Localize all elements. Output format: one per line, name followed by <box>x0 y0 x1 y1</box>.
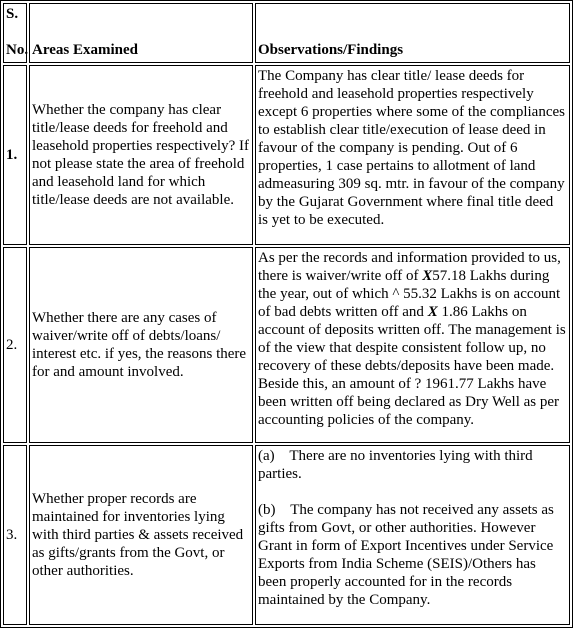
observation-a: (a) There are no inventories lying with third parties. <box>258 448 537 482</box>
observation-part: 57.18 Lakhs during the year, out of which ^ 55.32 Lakhs is on account of bad debts written off and <box>258 268 561 320</box>
row-number: 2. <box>3 247 27 443</box>
area-examined: Whether proper records are maintained for inventories lying with third parties & assets received as gifts/grants from the Govt, or other authorities. <box>29 445 253 625</box>
header-observations: Observations/Findings <box>255 3 570 63</box>
observation-part: As per the records and information provided to us, there is waiver/write off of <box>258 250 561 284</box>
observation <box>255 247 570 443</box>
currency-symbol: X <box>422 268 433 284</box>
observation <box>255 445 570 625</box>
header-sno-line1: S. <box>6 6 19 22</box>
table-row <box>3 65 570 245</box>
table-row <box>3 247 570 443</box>
header-sno <box>3 3 27 63</box>
observation: The Company has clear title/ lease deeds for freehold and leasehold properties respectively except 6 properties where some of the compliances to establish clear title/execution of lease deed in favour of the company is pending. Out of 6 properties, 1 case pertains to allotment of land admeasuring 309 sq. mtr. in favour of the company by the Gujarat Government where final title deed is yet to be executed. <box>255 65 570 245</box>
observation-part: 1.86 Lakhs on account of deposits written off. The management is of the view that despite consistent follow up, no recovery of these debts/deposits have been made. Beside this, an amount of ? 1961.77 Lakhs have been written off being declared as Dry Well as per accounting policies of the company. <box>258 304 566 428</box>
header-sno-line2: No. <box>6 42 29 58</box>
area-examined: Whether the company has clear title/lease deeds for freehold and leasehold properties respectively? If not please state the area of freehold and leasehold land for which title/lease deeds are not available. <box>29 65 253 245</box>
header-areas: Areas Examined <box>29 3 253 63</box>
observation-b: (b) The company has not received any assets as gifts from Govt, or other authorities. However Grant in form of Export Incentives under Service Exports from India Scheme (SEIS)/Others has been properly accounted for in the records maintained by the Company. <box>258 502 558 608</box>
table-row <box>3 445 570 625</box>
row-number: 3. <box>3 445 27 625</box>
row-number: 1. <box>3 65 27 245</box>
area-examined: Whether there are any cases of waiver/write off of debts/loans/ interest etc. if yes, the reasons there for and amount involved. <box>29 247 253 443</box>
currency-symbol: X <box>427 304 438 320</box>
header-row <box>3 3 570 63</box>
